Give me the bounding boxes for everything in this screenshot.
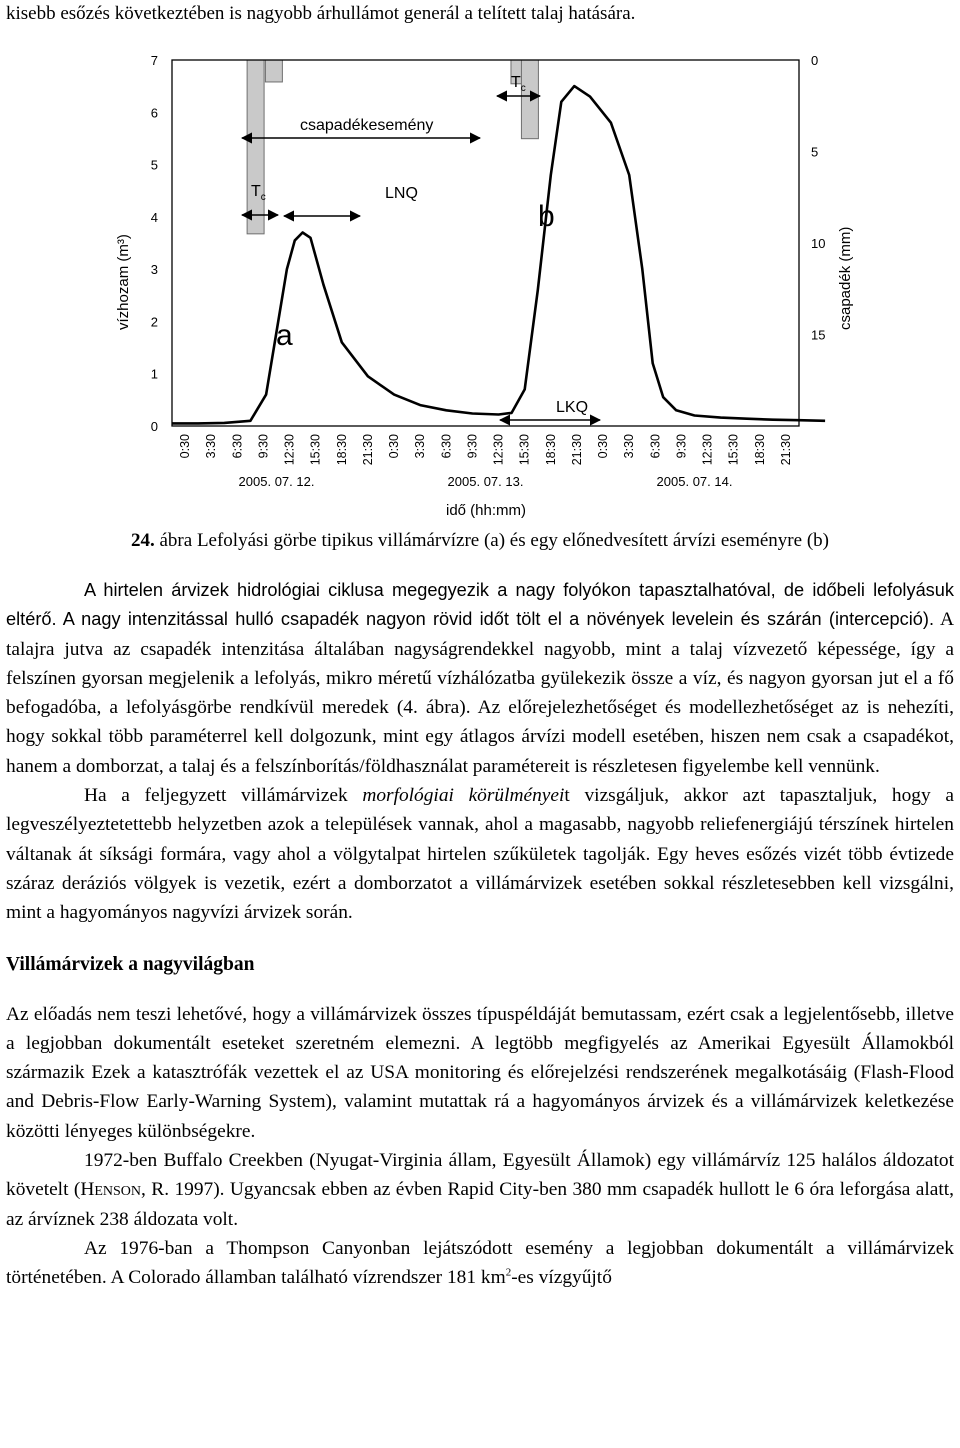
y2-tick-label-1: 5: [811, 144, 819, 160]
x-tick-label-1: 3:30: [204, 434, 219, 459]
x-tick-label-14: 18:30: [543, 434, 558, 466]
paragraph-2-end: t vizsgáljuk, akkor azt tapasztaljuk, hogy a legveszélyeztetettebb helyzetben azok a települések vannak, ahol a magasabb, nagyobb reliefenergiájú térszínek hirtelen váltanak át síksági formára, vagy ahol a völgytalpat hirtelen szűkületek tagolják. Egy heves esőzés vizét több évtizede száraz deráziós völgyek is vezetik, ezért a domborzatot a villámárvizek esetében sokkal részletesebben kell vizsgálni, mint a hagyományos nagyvízi árvizek során.: [6, 785, 954, 924]
annotation-tc-b: $T_c$: [511, 74, 526, 94]
x-tick-label-6: 18:30: [334, 434, 349, 466]
precipitation-bar-1: [265, 60, 282, 82]
x-tick-label-7: 21:30: [360, 434, 375, 466]
date-label-1: 2005. 07. 13.: [447, 474, 524, 489]
precipitation-bar-0: [247, 60, 264, 234]
x-tick-label-12: 12:30: [491, 434, 506, 466]
x-tick-label-18: 6:30: [648, 434, 663, 459]
y-tick-label-3: 3: [150, 262, 158, 278]
x-tick-label-2: 6:30: [230, 434, 245, 459]
paragraph-1-sentence-3: Az előrejelezhetőséget és modellezhetőséget az is nehezíti, hogy sokkal több paraméterrel kell dolgozunk, mint egy átlagos árvízi modell esetében, hiszen nem csak a csapadékot, hanem a domborzat, a talaj és a felszínborítás/földhasználat paramétereit is részletesen figyelembe kell vennünk.: [6, 697, 955, 777]
x-tick-label-23: 21:30: [778, 434, 793, 466]
date-label-0: 2005. 07. 12.: [238, 474, 315, 489]
x-tick-label-17: 3:30: [622, 434, 637, 459]
y2-axis-label: csapadék (mm): [837, 226, 854, 330]
paragraph-1-sentence-2: A talajra jutva az csapadék intenzitása általában nagyságrendekkel nagyobb, mint a talaj vízvezető képessége, így a felszínen gyorsan megjelenik a lefolyás, mikro méretű vízhálózatba gyülekezik össze a víz, és nagyon gyorsan jut el a fő befogadóba, a lefolyásgörbe rendkívül meredek (4. ábra).: [6, 609, 955, 719]
date-label-2: 2005. 07. 14.: [656, 474, 733, 489]
paragraph-2-start: Ha a feljegyzett villámárvizek: [84, 785, 363, 807]
x-tick-label-0: 0:30: [178, 434, 193, 459]
body-text: [6, 576, 954, 1293]
plot-frame: [172, 60, 799, 426]
annotation-lkq: LKQ: [556, 399, 589, 416]
x-tick-label-15: 21:30: [569, 434, 584, 466]
annotation-csapadek: csapadékesemény: [300, 117, 434, 134]
x-tick-label-3: 9:30: [256, 434, 271, 459]
y2-tick-label-0: 0: [811, 53, 819, 68]
x-tick-label-11: 9:30: [465, 434, 480, 459]
y-tick-label-1: 1: [150, 366, 158, 382]
section-heading: Villámárvizek a nagyvilágban: [6, 953, 255, 975]
x-tick-label-16: 0:30: [596, 434, 611, 459]
figure-caption-text: ábra Lefolyási görbe tipikus villámárvízre (a) és egy előnedvesített árvízi eseményre (b): [154, 530, 829, 551]
paragraph-5: [6, 1234, 954, 1293]
paragraph-1: [6, 576, 954, 781]
x-tick-label-8: 0:30: [387, 434, 402, 459]
paragraph-3: Az előadás nem teszi lehetővé, hogy a villámárvizek összes típuspéldáját bemutassam, ezért csak a legjelentősebb, illetve a legjobban dokumentált eseteket szeretném elemezni. A legtöbb megfigyelés az Amerikai Egyesült Államokból származik Ezek a katasztrófák vezettek el az USA monitoring és előrejelzési rendszerének megalkotásáig (Flash-Flood and Debris-Flow Early-Warning System), valamint mutattak rá a hagyományos árvizek és a villámárvizek keletkezése közötti lényeges különbségekre.: [6, 1003, 954, 1142]
paragraph-5-superscript: 2: [505, 1266, 512, 1279]
x-tick-label-10: 6:30: [439, 434, 454, 459]
x-tick-label-13: 15:30: [517, 434, 532, 466]
paragraph-4-author: Henson: [80, 1179, 142, 1201]
x-tick-label-22: 18:30: [752, 434, 767, 466]
discharge-series-line: [172, 86, 825, 423]
annotation-tc-a: $T_c$: [251, 183, 266, 203]
paragraph-2-italic: morfológiai körülményei: [362, 785, 565, 807]
paragraph-5-start: Az 1976-ban a Thompson Canyonban lejátszódott esemény a legjobban dokumentált a villámárvizek történetében. A Colorado államban található vízrendszer 181 km: [6, 1237, 954, 1289]
annotation-lnq: LNQ: [385, 185, 418, 202]
paragraph-4-start: 1972-ben Buffalo Creekben (Nyugat-Virginia állam, Egyesült Államok) egy villámárvíz 125 halálos áldozatot követelt (: [6, 1150, 954, 1201]
y-tick-label-2: 2: [150, 314, 158, 330]
paragraph-4-end: , R. 1997). Ugyancsak ebben az évben Rapid City-ben 380 mm csapadék hullott le 6 óra leforgása alatt, az árvíznek 238 áldozata volt.: [6, 1179, 954, 1230]
x-tick-label-4: 12:30: [282, 434, 297, 466]
paragraph-2: [6, 781, 954, 927]
y-tick-label-0: 0: [150, 419, 158, 434]
annotation-b: b: [538, 200, 555, 233]
y2-tick-label-2: 10: [811, 236, 826, 251]
x-tick-label-21: 15:30: [726, 434, 741, 466]
x-tick-label-9: 3:30: [413, 434, 428, 459]
paragraph-1-sentence-1: A hirtelen árvizek hidrológiai ciklusa megegyezik a nagy folyókon tapasztalhatóval, de időbeli lefolyásuk eltérő. A nagy intenzitással hulló csapadék nagyon rövid időt tölt el a növények levelein és szárán (intercepció).: [6, 580, 954, 630]
annotation-a: a: [276, 319, 293, 352]
paragraph-4: [6, 1146, 954, 1234]
y-tick-label-7: 7: [150, 53, 158, 68]
x-tick-label-5: 15:30: [308, 434, 323, 466]
y-tick-label-4: 4: [150, 209, 158, 225]
y-tick-label-5: 5: [150, 157, 158, 173]
figure-caption: [0, 528, 960, 554]
top-text-line: kisebb esőzés következtében is nagyobb árhullámot generál a telített talaj hatására.: [6, 3, 636, 24]
y-axis-label: vízhozam (m³): [115, 234, 132, 330]
x-tick-label-20: 12:30: [700, 434, 715, 466]
x-axis-label: idő (hh:mm): [446, 502, 527, 519]
y-tick-label-6: 6: [150, 105, 158, 121]
figure-number: 24.: [131, 530, 155, 551]
hydrograph-chart: [0, 40, 960, 530]
precipitation-bar-3: [521, 60, 538, 139]
paragraph-5-end: -es vízgyűjtő: [511, 1267, 612, 1289]
y2-tick-label-3: 15: [811, 327, 826, 343]
x-tick-label-19: 9:30: [674, 434, 689, 459]
